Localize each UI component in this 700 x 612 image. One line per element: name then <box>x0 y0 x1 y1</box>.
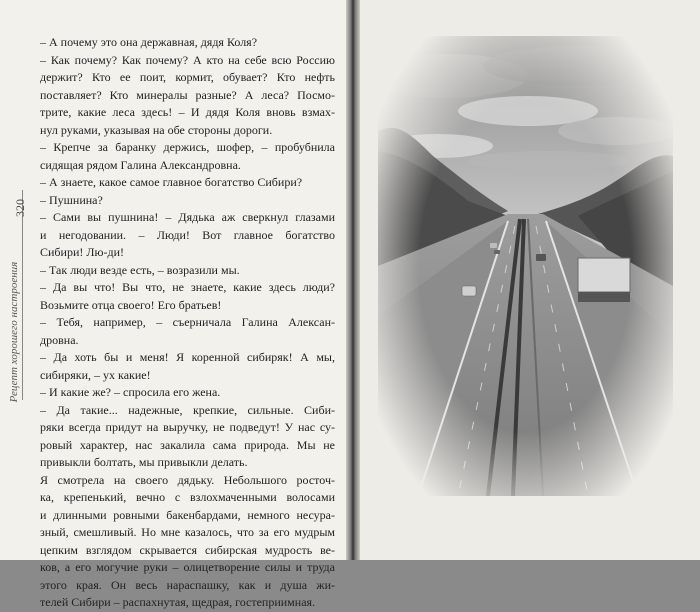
running-head: Рецепт хорошего настроения <box>8 261 20 403</box>
text-line: сибиряки, – ух какие! <box>40 367 151 382</box>
left-page <box>0 0 350 609</box>
text-line: этого края. Он весь нараспашку, как и душа жи- <box>40 577 335 592</box>
text-line: – Да такие... надежные, крепкие, сильные. Сиби- <box>40 402 335 417</box>
text-line: и негодовании. – Люди! Вот главное богатство <box>40 227 335 242</box>
text-line: трите, какие леса здесь! – И дядя Коля вновь взмах- <box>40 105 335 119</box>
body-text <box>40 34 335 612</box>
text-line: – Сами вы пушнина! – Дядька аж сверкнул глазами <box>40 210 335 224</box>
text-line: – А почему это она державная, дядя Коля? <box>40 35 258 49</box>
text-line: – Как почему? Как почему? А кто на себе всю Россию <box>40 52 335 67</box>
text-line: дровна. <box>40 332 79 347</box>
text-line: нул руками, указывая на обе стороны дороги. <box>40 122 273 137</box>
text-line: Сибири! Лю-ди! <box>40 245 124 259</box>
text-line: ков, а его могучие руки – олицетворение силы и труда <box>40 560 335 574</box>
highway-photo <box>378 36 673 496</box>
text-line: и длинными ровными бакенбардами, немного несура- <box>40 507 335 522</box>
side-rule <box>22 190 23 400</box>
text-line: – Тебя, например, – съерничала Галина Алексан- <box>40 315 335 329</box>
text-line: – Крепче за баранку держись, шофер, – пробубнила <box>40 140 335 154</box>
page-number: 320 <box>13 199 27 217</box>
text-line: – Так люди везде есть, – возразили мы. <box>40 262 240 277</box>
text-line: – Да хоть бы и меня! Я коренной сибиряк! А мы, <box>40 350 335 364</box>
text-line: телей Сибири – распахнутая, щедрая, гостеприимная. <box>40 595 316 609</box>
text-line: – Да вы что! Вы что, не знаете, какие здесь люди? <box>40 280 335 294</box>
text-line: Я смотрела на своего дядьку. Небольшого росточ- <box>40 472 335 487</box>
text-line: – И какие же? – спросила его жена. <box>40 385 221 399</box>
book-gutter <box>346 0 360 560</box>
text-line: ка, крепенький, вечно с взлохмаченными волосами <box>40 490 335 504</box>
text-line: ровый характер, нас закалила сама природа. Мы не <box>40 437 335 452</box>
text-line: ряки всегда придут на выручку, не подведут! У нас су- <box>40 420 335 434</box>
text-line: привыкли болтать, мы привыкли делать. <box>40 455 248 469</box>
text-line: цепким взглядом скрывается сибирская мудрость ве- <box>40 542 335 557</box>
text-line: поставляет? Кто минералы разные? А леса? Посмо- <box>40 87 335 102</box>
text-line: Возьмите отца своего! Его братьев! <box>40 297 222 312</box>
text-line: – А знаете, какое самое главное богатство Сибири? <box>40 175 303 189</box>
text-line: – Пушнина? <box>40 192 103 207</box>
text-line: держит? Кто ее поит, кормит, обувает? Кто нефть <box>40 70 335 84</box>
text-line: зный, смешливый. Но мне казалось, что за его мудрым <box>40 525 335 539</box>
text-line: сидящая рядом Галина Александровна. <box>40 157 241 172</box>
